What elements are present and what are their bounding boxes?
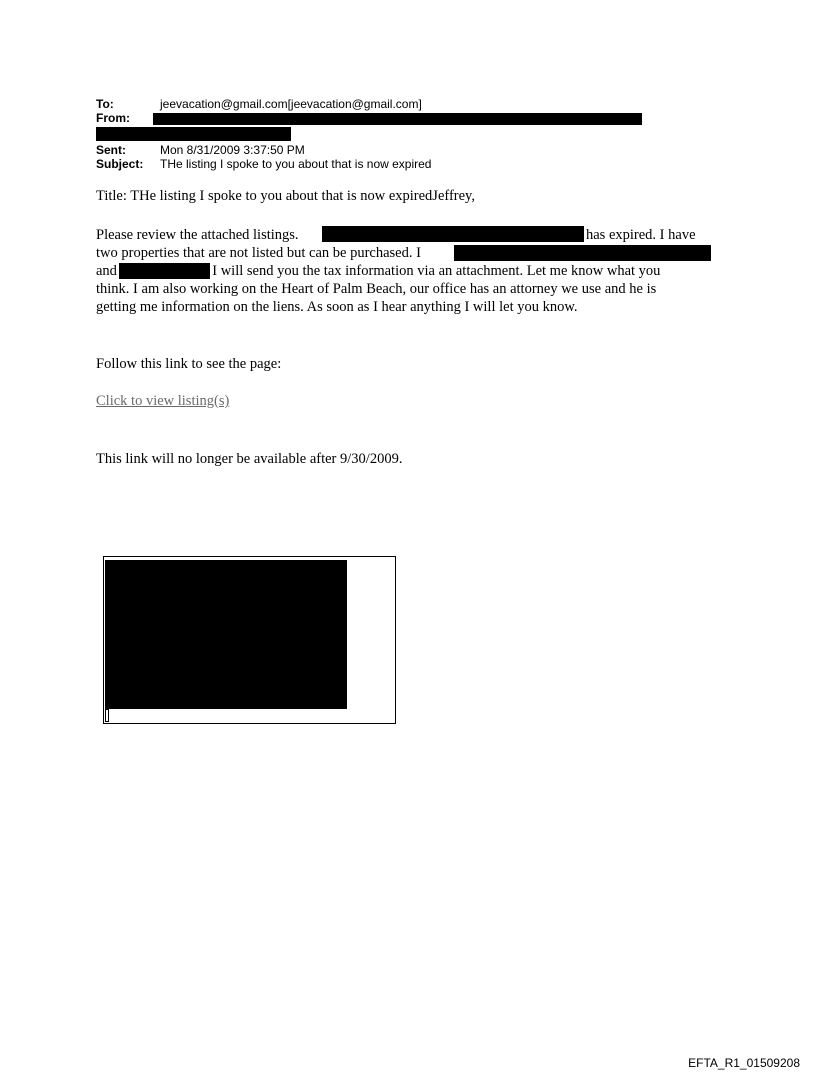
redaction-from-2 (96, 127, 291, 141)
paragraph-line-1b: has expired. I have (586, 227, 696, 243)
expiry-notice: This link will no longer be available after 9/30/2009. (96, 451, 403, 467)
to-value: jeevacation@gmail.com[jeevacation@gmail.com] (160, 97, 422, 111)
redaction-property-2 (119, 263, 210, 279)
subject-label: Subject: (96, 157, 144, 171)
paragraph-line-2a: two properties that are not listed but can be purchased. I (96, 245, 421, 261)
view-listings-link[interactable]: Click to view listing(s) (96, 393, 230, 409)
sent-label: Sent: (96, 143, 126, 157)
document-id: EFTA_R1_01509208 (688, 1056, 800, 1070)
title-line: Title: THe listing I spoke to you about that is now expiredJeffrey, (96, 188, 475, 204)
paragraph-line-1a: Please review the attached listings. (96, 227, 299, 243)
redacted-image-frame (103, 556, 396, 724)
paragraph-line-4: think. I am also working on the Heart of Palm Beach, our office has an attorney we use and he is (96, 281, 657, 297)
image-scroll-stub (105, 709, 109, 722)
redaction-properties (454, 245, 711, 261)
paragraph-line-3b: . I will send you the tax information via an attachment. Let me know what you (205, 263, 661, 279)
sent-value: Mon 8/31/2009 3:37:50 PM (160, 143, 305, 157)
paragraph-line-5: getting me information on the liens. As soon as I hear anything I will let you know. (96, 299, 578, 315)
redaction-image (105, 560, 347, 709)
to-label: To: (96, 97, 114, 111)
from-label: From: (96, 111, 130, 125)
paragraph-line-3a: and (96, 263, 117, 279)
redaction-from (153, 113, 642, 125)
follow-link-text: Follow this link to see the page: (96, 356, 282, 372)
redaction-listing (322, 226, 584, 242)
subject-value: THe listing I spoke to you about that is now expired (160, 157, 432, 171)
